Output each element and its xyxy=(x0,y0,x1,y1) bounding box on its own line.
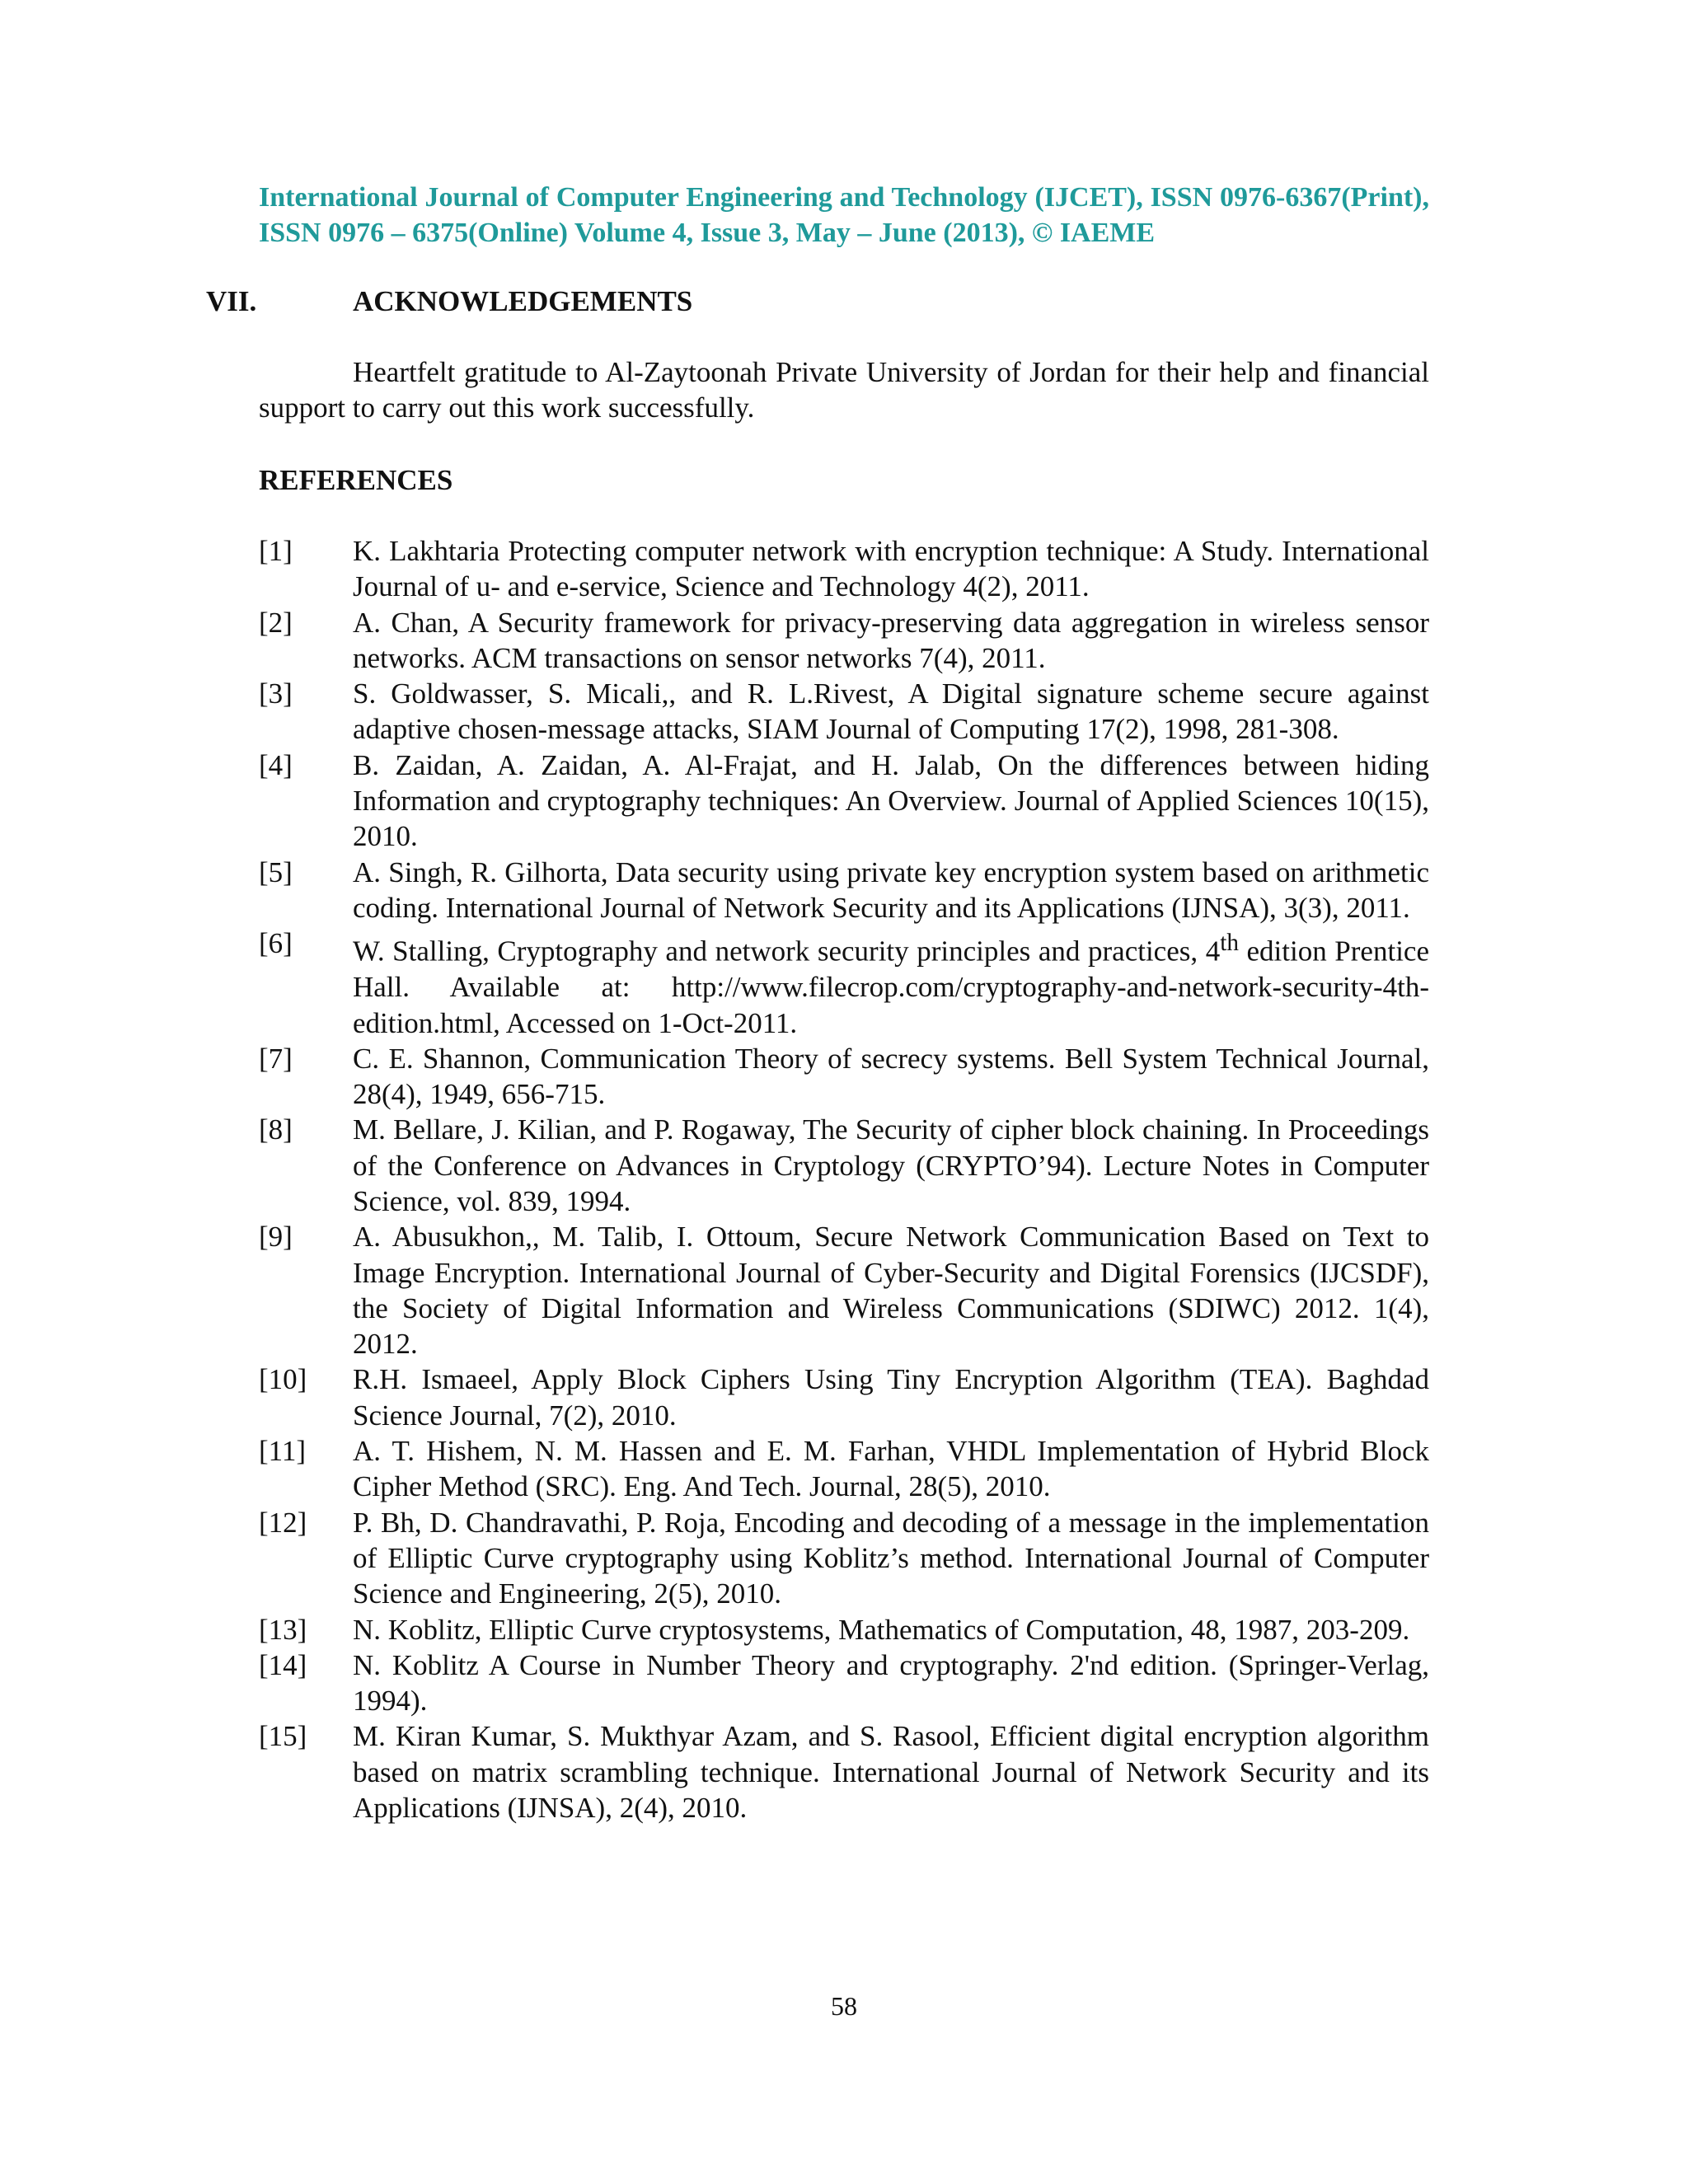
reference-number: [9] xyxy=(259,1221,293,1254)
reference-text: S. Goldwasser, S. Micali,, and R. L.Rivest, A Digital signature scheme secure against adaptive chosen-message attacks, SIAM Journal of Computing 17(2), 1998, 281-308. xyxy=(353,677,1429,746)
reference-item xyxy=(259,1612,1429,1647)
reference-item xyxy=(259,1112,1429,1219)
reference-list xyxy=(259,533,1429,1825)
reference-number: [4] xyxy=(259,748,293,781)
reference-text-part: W. Stalling, Cryptography and network security principles and practices, 4 xyxy=(353,935,1221,968)
reference-text: R.H. Ismaeel, Apply Block Ciphers Using Tiny Encryption Algorithm (TEA). Baghdad Science Journal, 7(2), 2010. xyxy=(353,1363,1429,1432)
reference-text: N. Koblitz, Elliptic Curve cryptosystems, Mathematics of Computation, 48, 1987, 203-209. xyxy=(353,1613,1410,1646)
section-number: VII. xyxy=(206,285,257,317)
reference-item xyxy=(259,748,1429,855)
reference-number: [7] xyxy=(259,1042,293,1075)
reference-item xyxy=(259,1219,1429,1361)
reference-item xyxy=(259,1647,1429,1719)
reference-number: [2] xyxy=(259,606,293,639)
reference-number: [6] xyxy=(259,927,293,960)
reference-item xyxy=(259,1041,1429,1113)
reference-number: [1] xyxy=(259,535,293,567)
reference-number: [8] xyxy=(259,1113,293,1146)
reference-item xyxy=(259,533,1429,605)
reference-text: K. Lakhtaria Protecting computer network with encryption technique: A Study. International Journal of u- and e-service, Science and Technology 4(2), 2011. xyxy=(353,535,1429,603)
reference-text: A. Singh, R. Gilhorta, Data security using private key encryption system based on arithmetic coding. International Journal of Network Security and its Applications (IJNSA), 3(3), 2011. xyxy=(353,855,1429,924)
reference-number: [10] xyxy=(259,1363,307,1396)
reference-text: A. Chan, A Security framework for privacy-preserving data aggregation in wireless sensor networks. ACM transactions on sensor networks 7(4), 2011. xyxy=(353,606,1429,674)
superscript-ordinal: th xyxy=(1220,930,1239,957)
reference-item xyxy=(259,926,1429,1041)
reference-number: [13] xyxy=(259,1613,307,1646)
section-title: ACKNOWLEDGEMENTS xyxy=(353,285,693,317)
reference-text: B. Zaidan, A. Zaidan, A. Al-Frajat, and H. Jalab, On the differences between hiding Information and cryptography techniques: An Overview. Journal of Applied Sciences 10(15), 2010. xyxy=(353,748,1429,853)
reference-item xyxy=(259,1361,1429,1433)
reference-item xyxy=(259,1505,1429,1612)
reference-text xyxy=(353,926,1429,1041)
reference-text: N. Koblitz A Course in Number Theory and cryptography. 2'nd edition. (Springer-Verlag, 1994). xyxy=(353,1648,1429,1718)
reference-number: [3] xyxy=(259,677,293,710)
reference-text: C. E. Shannon, Communication Theory of secrecy systems. Bell System Technical Journal, 28(4), 1949, 656-715. xyxy=(353,1042,1429,1111)
reference-item xyxy=(259,1433,1429,1505)
reference-text: M. Bellare, J. Kilian, and P. Rogaway, The Security of cipher block chaining. In Proceedings of the Conference on Advances in Cryptology (CRYPTO’94). Lecture Notes in Computer Science, vol. 839, 1994. xyxy=(353,1113,1429,1217)
reference-item xyxy=(259,855,1429,926)
acknowledgements-paragraph: Heartfelt gratitude to Al-Zaytoonah Private University of Jordan for their help and financial support to carry out this work successfully. xyxy=(259,356,1429,424)
reference-item xyxy=(259,676,1429,748)
journal-header: International Journal of Computer Engineering and Technology (IJCET), ISSN 0976-6367(Print), ISSN 0976 – 6375(Online) Volume 4, Issue 3, May – June (2013), © IAEME xyxy=(259,182,1429,248)
reference-number: [12] xyxy=(259,1506,307,1539)
reference-text: P. Bh, D. Chandravathi, P. Roja, Encoding and decoding of a message in the implementation of Elliptic Curve cryptography using Koblitz’s method. International Journal of Computer Science and Engineering, 2(5), 2010. xyxy=(353,1506,1429,1610)
reference-item xyxy=(259,1718,1429,1825)
section-heading-acknowledgements xyxy=(206,284,1442,319)
references-heading: REFERENCES xyxy=(259,464,453,496)
reference-number: [14] xyxy=(259,1648,307,1681)
reference-number: [5] xyxy=(259,855,293,888)
reference-item xyxy=(259,605,1429,677)
reference-text: M. Kiran Kumar, S. Mukthyar Azam, and S. Rasool, Efficient digital encryption algorithm based on matrix scrambling technique. International Journal of Network Security and its Applications (IJNSA), 2(4), 2010. xyxy=(353,1720,1429,1825)
reference-text: A. Abusukhon,, M. Talib, I. Ottoum, Secure Network Communication Based on Text to Image Encryption. International Journal of Cyber-Security and Digital Forensics (IJCSDF), the Society of Digital Information and Wireless Communications (SDIWC) 2012. 1(4), 2012. xyxy=(353,1221,1429,1361)
reference-number: [15] xyxy=(259,1720,307,1753)
reference-text: A. T. Hishem, N. M. Hassen and E. M. Farhan, VHDL Implementation of Hybrid Block Cipher Method (SRC). Eng. And Tech. Journal, 28(5), 2010. xyxy=(353,1435,1429,1503)
reference-number: [11] xyxy=(259,1435,307,1468)
page-number: 58 xyxy=(831,1991,857,2021)
reference-text-part: edition Prentice Hall. Available at: http://www.filecrop.com/cryptography-and-network-security-4th-edition.html, Accessed on 1-Oct-2011. xyxy=(353,935,1429,1039)
